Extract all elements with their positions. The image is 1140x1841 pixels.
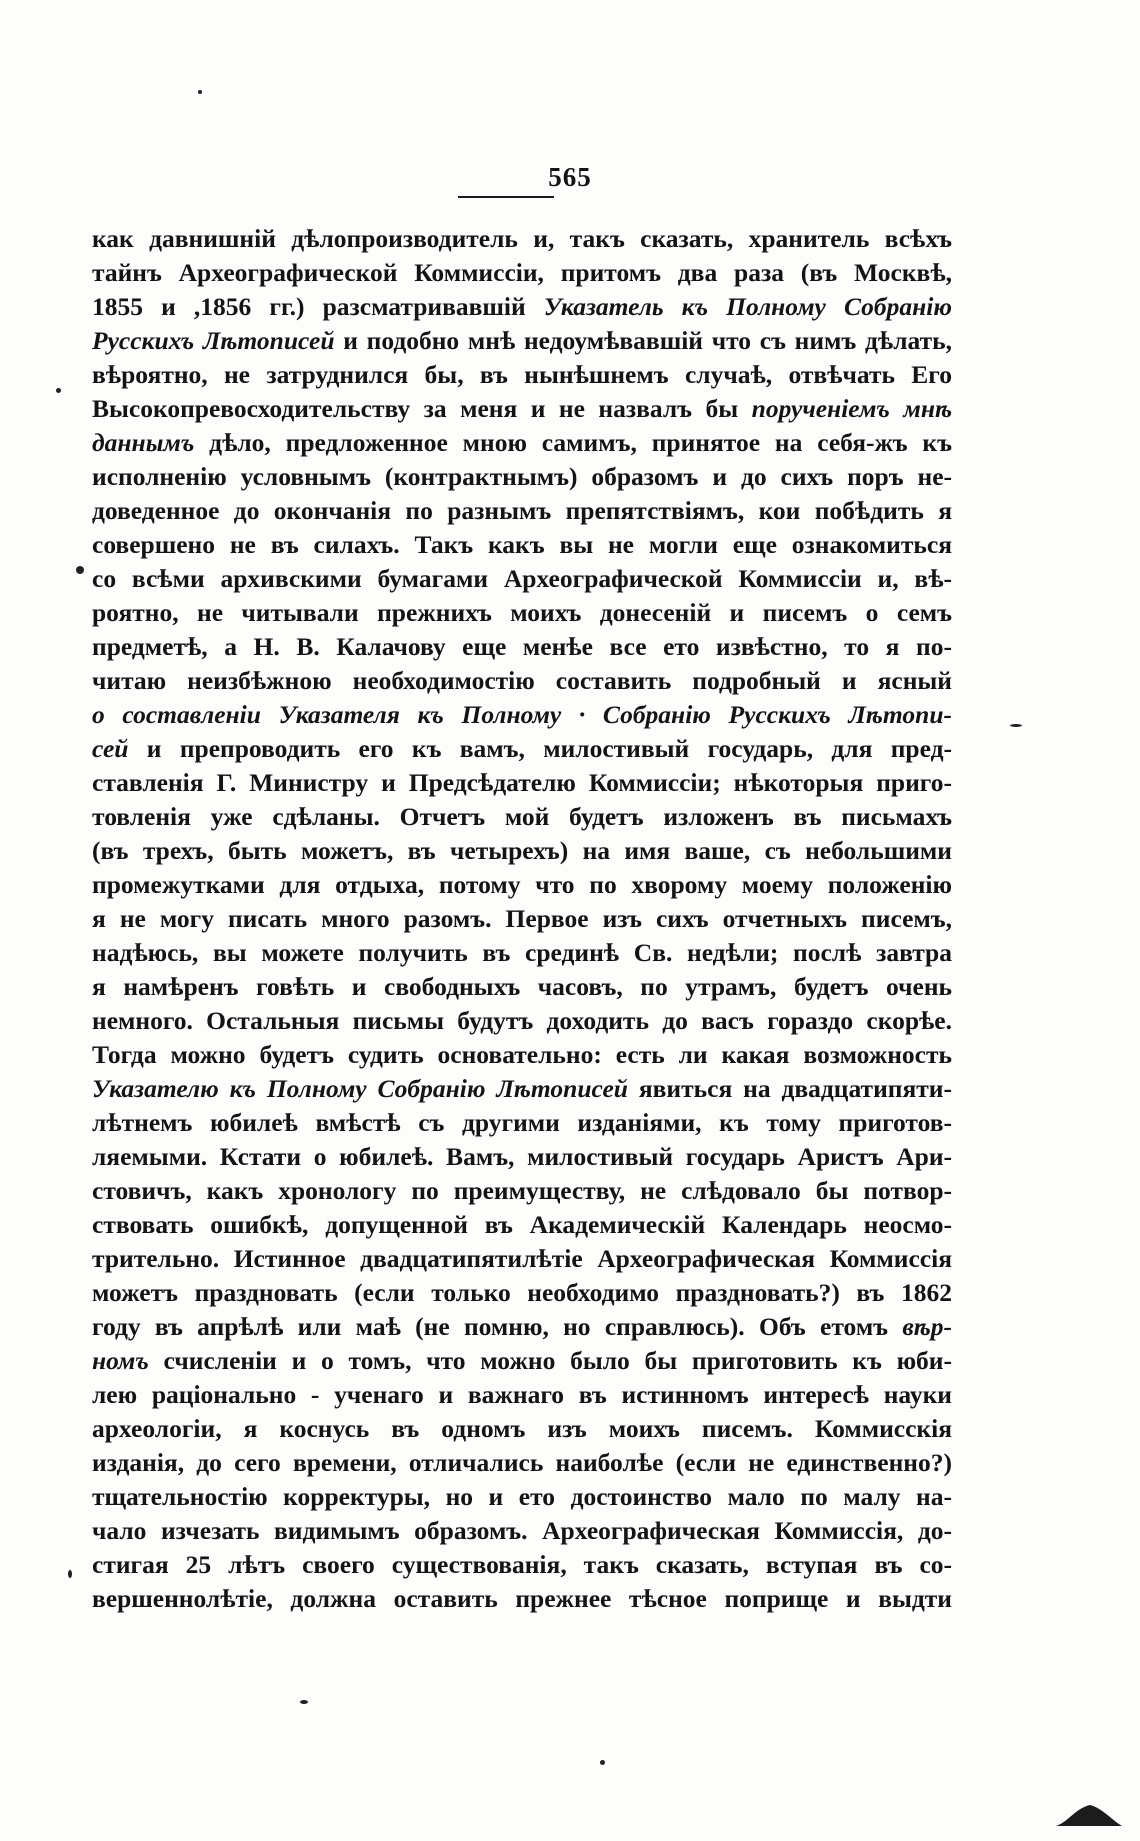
text-line — [92, 1548, 952, 1582]
text-run: вершеннолѣтіе, должна оставить прежнее тѣсное поприще и выдти — [92, 1584, 952, 1613]
text-line — [92, 1140, 952, 1174]
text-line — [92, 528, 952, 562]
text-line — [92, 1412, 952, 1446]
text-line — [92, 902, 952, 936]
text-line — [92, 256, 952, 290]
text-run: предметѣ, а Н. В. Калачову еще менѣе все ето извѣстно, то я по- — [92, 632, 952, 661]
text-line — [92, 970, 952, 1004]
text-line — [92, 494, 952, 528]
text-line — [92, 1582, 952, 1616]
italic-text-run: даннымъ — [92, 428, 195, 457]
text-line — [92, 358, 952, 392]
text-line — [92, 1174, 952, 1208]
text-line — [92, 1514, 952, 1548]
text-line — [92, 392, 952, 426]
text-run: вѣроятно, не затруднился бы, въ нынѣшнемъ случаѣ, отвѣчать Его — [92, 360, 952, 389]
text-run: дѣло, предложенное мною самимъ, принятое на себя-жъ къ — [194, 428, 952, 457]
speck — [198, 90, 202, 94]
speck — [68, 1570, 72, 1578]
text-line — [92, 1004, 952, 1038]
text-line — [92, 868, 952, 902]
text-run: немного. Остальныя письмы будутъ доходить до васъ гораздо скорѣе. — [92, 1006, 952, 1035]
text-run: чало изчезать видимымъ образомъ. Археографическая Коммиссія, до- — [92, 1516, 952, 1545]
text-run: читаю неизбѣжною необходимостію составить подробный и ясный — [92, 666, 952, 695]
text-run: и препроводить его къ вамъ, милостивый государь, для пред- — [128, 734, 952, 763]
text-run: году въ апрѣлѣ или маѣ (не помню, но справлюсь). Объ етомъ — [92, 1312, 903, 1341]
text-run: роятно, не читывали прежнихъ моихъ донесеній и писемъ о семъ — [92, 598, 952, 627]
text-run: исполненію условнымъ (контрактнымъ) образомъ и до сихъ поръ не- — [92, 462, 952, 491]
text-run: изданія, до сего времени, отличались наиболѣе (если не единственно?) — [92, 1448, 952, 1477]
text-run: и подобно мнѣ недоумѣвавшій что съ нимъ дѣлать, — [334, 326, 952, 355]
speck — [56, 388, 61, 393]
text-run: стовичъ, какъ хронологу по преимуществу, не слѣдовало бы потвор- — [92, 1176, 952, 1205]
text-run: (въ трехъ, быть можетъ, въ четырехъ) на имя ваше, съ небольшими — [92, 836, 952, 865]
speck — [600, 1760, 605, 1765]
text-line — [92, 1208, 952, 1242]
text-line — [92, 222, 952, 256]
italic-text-run: Указатель къ Полному Собранію — [543, 292, 952, 321]
italic-text-run: о составленіи Указателя къ Полному · Собранію Русскихъ Лѣтопи- — [92, 700, 952, 729]
text-line — [92, 664, 952, 698]
italic-text-run: вѣр- — [902, 1312, 952, 1341]
text-run: ствовать ошибкѣ, допущенной въ Академическій Календарь неосмо- — [92, 1210, 952, 1239]
text-line — [92, 596, 952, 630]
page-number: 565 — [548, 162, 592, 192]
text-run: стигая 25 лѣтъ своего существованія, такъ сказать, вступая въ со- — [92, 1550, 952, 1579]
text-line — [92, 1072, 952, 1106]
text-run: промежутками для отдыха, потому что по хворому моему положенію — [92, 870, 952, 899]
text-line — [92, 732, 952, 766]
text-run: как давнишній дѣлопроизводитель и, такъ сказать, хранитель всѣхъ — [92, 224, 952, 253]
italic-text-run: сей — [92, 734, 129, 763]
text-line — [92, 1446, 952, 1480]
text-line — [92, 562, 952, 596]
text-run: я не могу писать много разомъ. Первое изъ сихъ отчетныхъ писемъ, — [92, 904, 952, 933]
text-line — [92, 1106, 952, 1140]
text-line — [92, 1276, 952, 1310]
text-run: явиться на двадцатипяти- — [627, 1074, 952, 1103]
italic-text-run: Русскихъ Лѣтописей — [92, 326, 335, 355]
text-line — [92, 1310, 952, 1344]
text-line — [92, 800, 952, 834]
text-run: товленія уже сдѣланы. Отчетъ мой будетъ изложенъ въ письмахъ — [92, 802, 952, 831]
page-number-underline — [458, 196, 554, 198]
text-line — [92, 1344, 952, 1378]
text-run: ляемыми. Кстати о юбилеѣ. Вамъ, милостивый государь Аристъ Ари- — [92, 1142, 952, 1171]
text-run: лѣтнемъ юбилеѣ вмѣстѣ съ другими изданіями, къ тому приготов- — [92, 1108, 952, 1137]
text-line — [92, 1480, 952, 1514]
text-run: совершено не въ силахъ. Такъ какъ вы не могли еще ознакомиться — [92, 530, 952, 559]
body-text — [92, 222, 952, 1616]
text-run: Высокопревосходительству за меня и не назвалъ бы — [92, 394, 752, 423]
text-line — [92, 834, 952, 868]
text-line — [92, 460, 952, 494]
text-line — [92, 698, 952, 732]
italic-text-run: номъ — [92, 1346, 149, 1375]
text-run: счисленіи и о томъ, что можно было бы приготовить къ юби- — [148, 1346, 952, 1375]
text-run: я намѣренъ говѣть и свободныхъ часовъ, по утрамъ, будетъ очень — [92, 972, 952, 1001]
ornament-icon — [1054, 1802, 1124, 1828]
text-line — [92, 1378, 952, 1412]
text-line — [92, 426, 952, 460]
text-run: ставленія Г. Министру и Предсѣдателю Коммиссіи; нѣкоторыя приго- — [92, 768, 952, 797]
text-run: со всѣми архивскими бумагами Археографической Коммиссіи и, вѣ- — [92, 564, 952, 593]
text-run: тщательностію корректуры, но и ето достоинство мало по малу на- — [92, 1482, 952, 1511]
speck — [1010, 724, 1022, 727]
text-line — [92, 630, 952, 664]
text-line — [92, 290, 952, 324]
text-run: доведенное до окончанія по разнымъ препятствіямъ, кои побѣдить я — [92, 496, 952, 525]
text-run: надѣюсь, вы можете получить въ срединѣ Св. недѣли; послѣ завтра — [92, 938, 952, 967]
text-line — [92, 766, 952, 800]
text-run: Тогда можно будетъ судить основательно: есть ли какая возможность — [92, 1040, 952, 1069]
text-line — [92, 936, 952, 970]
text-line — [92, 1038, 952, 1072]
text-run: трительно. Истинное двадцатипятилѣтіе Археографическая Коммиссія — [92, 1244, 952, 1273]
text-run: 1855 и ,1856 гг.) разсматривавшій — [92, 292, 544, 321]
text-line — [92, 1242, 952, 1276]
text-line — [92, 324, 952, 358]
italic-text-run: порученіемъ мнѣ — [751, 394, 952, 423]
text-run: тайнъ Археографической Коммиссіи, притомъ два раза (въ Москвѣ, — [92, 258, 952, 287]
italic-text-run: Указателю къ Полному Собранію Лѣтописей — [92, 1074, 628, 1103]
speck — [300, 1700, 308, 1704]
text-run: археологіи, я коснусь въ одномъ изъ моихъ писемъ. Коммисскія — [92, 1414, 952, 1443]
speck — [76, 566, 84, 574]
text-run: лею раціонально - ученаго и важнаго въ истинномъ интересѣ науки — [92, 1380, 952, 1409]
text-run: можетъ праздновать (если только необходимо праздновать?) въ 1862 — [92, 1278, 952, 1307]
